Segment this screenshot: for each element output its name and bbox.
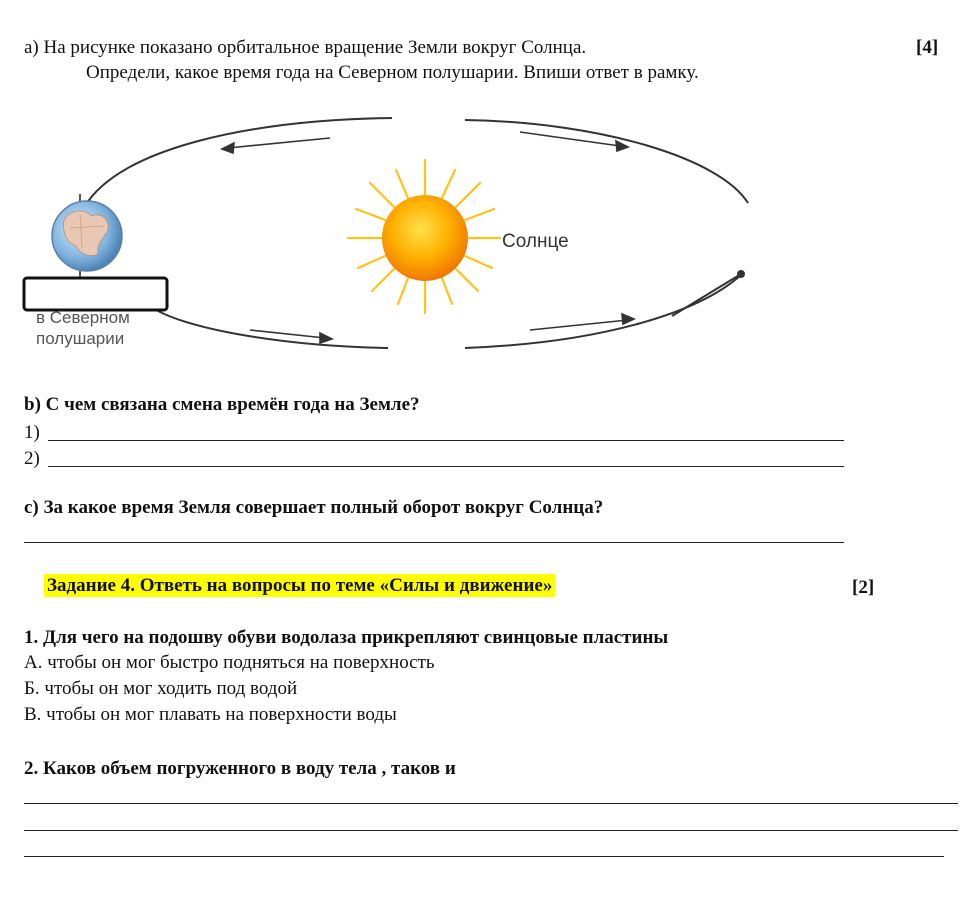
- task4-points: [2]: [852, 577, 875, 598]
- part-b-answer2-line[interactable]: [48, 466, 844, 467]
- sun-label: Солнце: [502, 231, 569, 252]
- earth-globe-icon: [52, 194, 122, 282]
- part-b-answer1-label: 1): [24, 422, 40, 443]
- part-b-answer2-label: 2): [24, 448, 40, 469]
- part-b-question: b) С чем связана смена времён года на Земле?: [24, 394, 420, 415]
- task4-q1-option-a[interactable]: А. чтобы он мог быстро подняться на поверхность: [24, 652, 435, 673]
- task4-q2-answer-line2[interactable]: [24, 830, 958, 831]
- part-a-question-line1: a) На рисунке показано орбитальное вращение Земли вокруг Солнца.: [24, 37, 587, 58]
- caption-line1: в Северном: [36, 308, 130, 327]
- caption-line2: полушарии: [36, 329, 125, 348]
- part-a-points: [4]: [916, 37, 939, 58]
- task4-q2: 2. Каков объем погруженного в воду тела , таков и: [24, 758, 456, 779]
- part-c-answer-line[interactable]: [24, 542, 844, 543]
- small-earth-icon: [672, 270, 745, 316]
- task4-q1: 1. Для чего на подошву обуви водолаза прикрепляют свинцовые пластины: [24, 627, 669, 648]
- orbit-diagram: [0, 98, 790, 368]
- task4-q1-option-b[interactable]: Б. чтобы он мог ходить под водой: [24, 678, 298, 699]
- task4-q1-option-c[interactable]: В. чтобы он мог плавать на поверхности воды: [24, 704, 397, 725]
- task4-q2-answer-line1[interactable]: [24, 803, 958, 804]
- task4-title-wrap: [44, 575, 555, 597]
- task4-title: Задание 4. Ответь на вопросы по теме «Силы и движение»: [44, 574, 555, 597]
- sun-icon: [382, 195, 468, 281]
- part-c-question: c) За какое время Земля совершает полный оборот вокруг Солнца?: [24, 497, 604, 518]
- task4-q2-answer-line3[interactable]: [24, 856, 944, 857]
- season-answer-box[interactable]: [24, 278, 167, 310]
- part-b-answer1-line[interactable]: [48, 440, 844, 441]
- part-a-question-line2: Определи, какое время года на Северном полушарии. Впиши ответ в рамку.: [86, 62, 699, 83]
